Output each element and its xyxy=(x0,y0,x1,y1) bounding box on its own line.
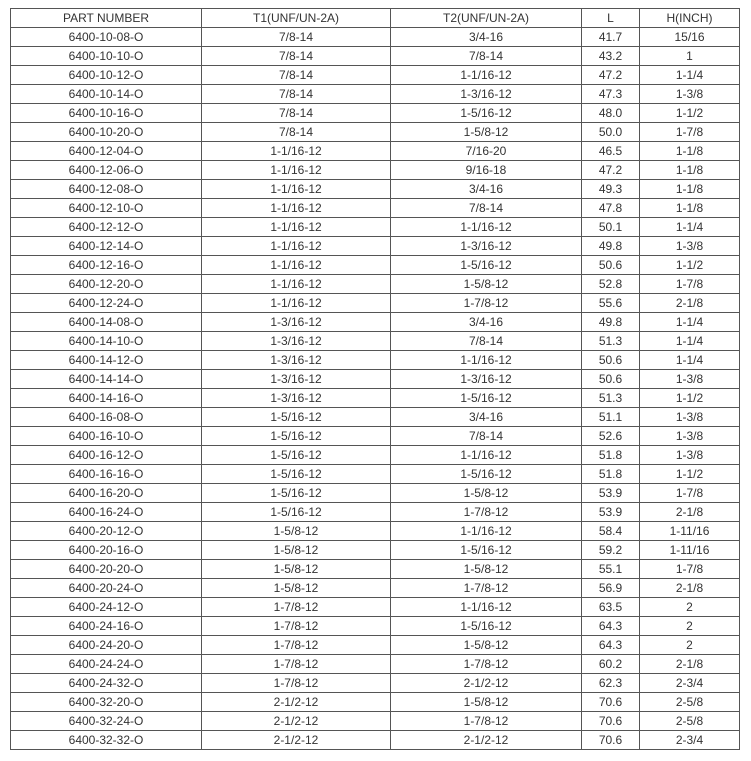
cell-t1: 7/8-14 xyxy=(202,28,391,47)
cell-t1: 1-5/16-12 xyxy=(202,408,391,427)
cell-part-number: 6400-32-20-O xyxy=(11,693,202,712)
cell-t1: 1-5/16-12 xyxy=(202,446,391,465)
cell-t1: 1-1/16-12 xyxy=(202,180,391,199)
cell-part-number: 6400-12-20-O xyxy=(11,275,202,294)
cell-part-number: 6400-12-16-O xyxy=(11,256,202,275)
cell-part-number: 6400-24-16-O xyxy=(11,617,202,636)
table-row xyxy=(11,370,740,389)
cell-t1: 7/8-14 xyxy=(202,47,391,66)
table-row xyxy=(11,389,740,408)
cell-h-inch: 2-5/8 xyxy=(640,712,740,731)
cell-h-inch: 1-1/8 xyxy=(640,142,740,161)
cell-t2: 3/4-16 xyxy=(391,408,582,427)
cell-t1: 7/8-14 xyxy=(202,85,391,104)
table-row xyxy=(11,655,740,674)
cell-h-inch: 1-3/8 xyxy=(640,408,740,427)
cell-t2: 1-5/16-12 xyxy=(391,256,582,275)
cell-t1: 1-7/8-12 xyxy=(202,655,391,674)
cell-t2: 3/4-16 xyxy=(391,180,582,199)
cell-part-number: 6400-14-16-O xyxy=(11,389,202,408)
header-part-number: PART NUMBER xyxy=(11,9,202,28)
cell-l: 52.8 xyxy=(582,275,640,294)
cell-part-number: 6400-14-08-O xyxy=(11,313,202,332)
cell-part-number: 6400-10-10-O xyxy=(11,47,202,66)
cell-h-inch: 1-1/8 xyxy=(640,199,740,218)
table-row xyxy=(11,123,740,142)
cell-l: 48.0 xyxy=(582,104,640,123)
cell-t2: 1-3/16-12 xyxy=(391,237,582,256)
cell-part-number: 6400-12-04-O xyxy=(11,142,202,161)
cell-part-number: 6400-16-20-O xyxy=(11,484,202,503)
table-row xyxy=(11,541,740,560)
cell-h-inch: 1-7/8 xyxy=(640,123,740,142)
cell-t2: 1-7/8-12 xyxy=(391,712,582,731)
table-row xyxy=(11,180,740,199)
cell-h-inch: 1-1/8 xyxy=(640,161,740,180)
cell-h-inch: 2-1/8 xyxy=(640,294,740,313)
cell-l: 41.7 xyxy=(582,28,640,47)
cell-l: 47.2 xyxy=(582,161,640,180)
cell-part-number: 6400-24-32-O xyxy=(11,674,202,693)
table-row xyxy=(11,579,740,598)
cell-t2: 1-5/16-12 xyxy=(391,617,582,636)
cell-t2: 1-1/16-12 xyxy=(391,351,582,370)
cell-part-number: 6400-12-08-O xyxy=(11,180,202,199)
cell-t1: 1-5/8-12 xyxy=(202,541,391,560)
cell-t2: 1-7/8-12 xyxy=(391,579,582,598)
cell-t1: 1-1/16-12 xyxy=(202,142,391,161)
cell-t1: 1-3/16-12 xyxy=(202,370,391,389)
table-row xyxy=(11,28,740,47)
table-body xyxy=(11,28,740,750)
cell-t1: 1-7/8-12 xyxy=(202,674,391,693)
cell-t1: 1-5/16-12 xyxy=(202,465,391,484)
cell-t2: 1-5/16-12 xyxy=(391,104,582,123)
cell-l: 47.3 xyxy=(582,85,640,104)
cell-t1: 1-5/16-12 xyxy=(202,484,391,503)
table-row xyxy=(11,142,740,161)
cell-t2: 7/8-14 xyxy=(391,332,582,351)
cell-h-inch: 1-11/16 xyxy=(640,522,740,541)
cell-t2: 1-5/8-12 xyxy=(391,636,582,655)
cell-h-inch: 1-7/8 xyxy=(640,560,740,579)
cell-h-inch: 1 xyxy=(640,47,740,66)
table-row xyxy=(11,161,740,180)
cell-t2: 1-1/16-12 xyxy=(391,598,582,617)
cell-t1: 1-7/8-12 xyxy=(202,598,391,617)
cell-t2: 7/16-20 xyxy=(391,142,582,161)
table-row xyxy=(11,332,740,351)
cell-t1: 2-1/2-12 xyxy=(202,731,391,750)
table-row xyxy=(11,446,740,465)
table-row xyxy=(11,636,740,655)
cell-l: 55.6 xyxy=(582,294,640,313)
cell-l: 49.8 xyxy=(582,237,640,256)
cell-h-inch: 1-7/8 xyxy=(640,275,740,294)
cell-t1: 1-3/16-12 xyxy=(202,313,391,332)
table-row xyxy=(11,218,740,237)
cell-part-number: 6400-20-12-O xyxy=(11,522,202,541)
cell-h-inch: 2-1/8 xyxy=(640,503,740,522)
cell-h-inch: 2 xyxy=(640,598,740,617)
table-row xyxy=(11,617,740,636)
cell-t2: 1-1/16-12 xyxy=(391,446,582,465)
table-row xyxy=(11,256,740,275)
cell-t1: 1-1/16-12 xyxy=(202,294,391,313)
cell-h-inch: 1-11/16 xyxy=(640,541,740,560)
cell-part-number: 6400-24-20-O xyxy=(11,636,202,655)
cell-l: 56.9 xyxy=(582,579,640,598)
cell-l: 47.8 xyxy=(582,199,640,218)
cell-t2: 1-7/8-12 xyxy=(391,294,582,313)
cell-t1: 7/8-14 xyxy=(202,104,391,123)
cell-l: 50.6 xyxy=(582,256,640,275)
cell-l: 64.3 xyxy=(582,636,640,655)
cell-h-inch: 15/16 xyxy=(640,28,740,47)
cell-l: 49.3 xyxy=(582,180,640,199)
cell-l: 47.2 xyxy=(582,66,640,85)
cell-l: 70.6 xyxy=(582,712,640,731)
cell-part-number: 6400-14-12-O xyxy=(11,351,202,370)
cell-l: 70.6 xyxy=(582,693,640,712)
table-row xyxy=(11,693,740,712)
cell-h-inch: 2-1/8 xyxy=(640,579,740,598)
cell-t2: 1-1/16-12 xyxy=(391,522,582,541)
cell-t2: 1-5/8-12 xyxy=(391,693,582,712)
cell-l: 58.4 xyxy=(582,522,640,541)
table-row xyxy=(11,199,740,218)
cell-t2: 1-5/16-12 xyxy=(391,389,582,408)
table-header-row xyxy=(11,9,740,28)
table-row xyxy=(11,351,740,370)
cell-part-number: 6400-10-14-O xyxy=(11,85,202,104)
cell-t1: 1-3/16-12 xyxy=(202,351,391,370)
table-row xyxy=(11,674,740,693)
cell-l: 51.8 xyxy=(582,465,640,484)
cell-t2: 3/4-16 xyxy=(391,28,582,47)
cell-l: 64.3 xyxy=(582,617,640,636)
cell-t2: 2-1/2-12 xyxy=(391,731,582,750)
cell-part-number: 6400-12-10-O xyxy=(11,199,202,218)
table-row xyxy=(11,47,740,66)
table-row xyxy=(11,275,740,294)
cell-t1: 1-5/8-12 xyxy=(202,522,391,541)
cell-l: 51.8 xyxy=(582,446,640,465)
cell-part-number: 6400-10-12-O xyxy=(11,66,202,85)
cell-l: 70.6 xyxy=(582,731,640,750)
cell-part-number: 6400-16-24-O xyxy=(11,503,202,522)
cell-t1: 1-5/16-12 xyxy=(202,427,391,446)
cell-h-inch: 1-7/8 xyxy=(640,484,740,503)
cell-t2: 7/8-14 xyxy=(391,427,582,446)
cell-h-inch: 2 xyxy=(640,617,740,636)
cell-l: 60.2 xyxy=(582,655,640,674)
cell-l: 51.3 xyxy=(582,332,640,351)
cell-l: 51.3 xyxy=(582,389,640,408)
cell-h-inch: 1-3/8 xyxy=(640,446,740,465)
cell-l: 52.6 xyxy=(582,427,640,446)
cell-l: 59.2 xyxy=(582,541,640,560)
table-row xyxy=(11,465,740,484)
cell-part-number: 6400-32-24-O xyxy=(11,712,202,731)
part-spec-table xyxy=(10,8,740,750)
header-h-inch: H(INCH) xyxy=(640,9,740,28)
table-row xyxy=(11,731,740,750)
cell-l: 55.1 xyxy=(582,560,640,579)
cell-h-inch: 1-3/8 xyxy=(640,237,740,256)
cell-t2: 1-3/16-12 xyxy=(391,370,582,389)
cell-t1: 1-1/16-12 xyxy=(202,161,391,180)
cell-t1: 1-5/16-12 xyxy=(202,503,391,522)
table-row xyxy=(11,85,740,104)
cell-part-number: 6400-16-16-O xyxy=(11,465,202,484)
cell-h-inch: 2 xyxy=(640,636,740,655)
cell-h-inch: 1-1/4 xyxy=(640,218,740,237)
cell-part-number: 6400-24-24-O xyxy=(11,655,202,674)
cell-l: 50.6 xyxy=(582,351,640,370)
cell-t1: 1-1/16-12 xyxy=(202,237,391,256)
cell-t2: 2-1/2-12 xyxy=(391,674,582,693)
cell-t1: 1-1/16-12 xyxy=(202,218,391,237)
cell-h-inch: 1-1/2 xyxy=(640,104,740,123)
cell-part-number: 6400-24-12-O xyxy=(11,598,202,617)
header-t2: T2(UNF/UN-2A) xyxy=(391,9,582,28)
cell-part-number: 6400-10-16-O xyxy=(11,104,202,123)
cell-t2: 9/16-18 xyxy=(391,161,582,180)
cell-t1: 2-1/2-12 xyxy=(202,693,391,712)
cell-t2: 1-7/8-12 xyxy=(391,655,582,674)
cell-part-number: 6400-14-10-O xyxy=(11,332,202,351)
cell-l: 63.5 xyxy=(582,598,640,617)
table-row xyxy=(11,408,740,427)
cell-t1: 1-5/8-12 xyxy=(202,560,391,579)
cell-t2: 1-1/16-12 xyxy=(391,218,582,237)
cell-h-inch: 2-5/8 xyxy=(640,693,740,712)
cell-t2: 3/4-16 xyxy=(391,313,582,332)
table-row xyxy=(11,598,740,617)
cell-t1: 1-7/8-12 xyxy=(202,636,391,655)
cell-t1: 1-5/8-12 xyxy=(202,579,391,598)
cell-t2: 1-5/16-12 xyxy=(391,465,582,484)
cell-t2: 1-5/8-12 xyxy=(391,560,582,579)
cell-part-number: 6400-16-10-O xyxy=(11,427,202,446)
cell-l: 49.8 xyxy=(582,313,640,332)
cell-l: 51.1 xyxy=(582,408,640,427)
table-row xyxy=(11,484,740,503)
cell-l: 53.9 xyxy=(582,484,640,503)
cell-h-inch: 1-3/8 xyxy=(640,427,740,446)
cell-h-inch: 1-3/8 xyxy=(640,85,740,104)
cell-part-number: 6400-16-08-O xyxy=(11,408,202,427)
cell-t1: 2-1/2-12 xyxy=(202,712,391,731)
cell-t2: 1-3/16-12 xyxy=(391,85,582,104)
table-row xyxy=(11,237,740,256)
cell-t2: 7/8-14 xyxy=(391,47,582,66)
table-row xyxy=(11,560,740,579)
cell-h-inch: 1-1/4 xyxy=(640,332,740,351)
cell-h-inch: 1-1/2 xyxy=(640,256,740,275)
cell-h-inch: 2-1/8 xyxy=(640,655,740,674)
table-row xyxy=(11,313,740,332)
cell-part-number: 6400-20-16-O xyxy=(11,541,202,560)
cell-t2: 1-5/8-12 xyxy=(391,275,582,294)
table-row xyxy=(11,104,740,123)
cell-h-inch: 1-1/4 xyxy=(640,66,740,85)
cell-l: 50.1 xyxy=(582,218,640,237)
cell-t2: 7/8-14 xyxy=(391,199,582,218)
cell-h-inch: 1-1/2 xyxy=(640,389,740,408)
cell-part-number: 6400-20-20-O xyxy=(11,560,202,579)
cell-part-number: 6400-16-12-O xyxy=(11,446,202,465)
header-l: L xyxy=(582,9,640,28)
cell-h-inch: 1-1/8 xyxy=(640,180,740,199)
cell-l: 62.3 xyxy=(582,674,640,693)
table-row xyxy=(11,522,740,541)
cell-t2: 1-5/8-12 xyxy=(391,484,582,503)
cell-part-number: 6400-12-12-O xyxy=(11,218,202,237)
table-row xyxy=(11,427,740,446)
cell-l: 50.6 xyxy=(582,370,640,389)
cell-l: 53.9 xyxy=(582,503,640,522)
cell-part-number: 6400-20-24-O xyxy=(11,579,202,598)
cell-h-inch: 1-1/4 xyxy=(640,313,740,332)
cell-t2: 1-7/8-12 xyxy=(391,503,582,522)
cell-t2: 1-5/8-12 xyxy=(391,123,582,142)
cell-part-number: 6400-12-24-O xyxy=(11,294,202,313)
cell-t1: 1-1/16-12 xyxy=(202,275,391,294)
cell-part-number: 6400-14-14-O xyxy=(11,370,202,389)
cell-l: 50.0 xyxy=(582,123,640,142)
cell-part-number: 6400-12-06-O xyxy=(11,161,202,180)
cell-t1: 1-7/8-12 xyxy=(202,617,391,636)
cell-t1: 1-1/16-12 xyxy=(202,256,391,275)
spec-table-container xyxy=(10,8,739,750)
cell-h-inch: 1-1/2 xyxy=(640,465,740,484)
cell-part-number: 6400-10-20-O xyxy=(11,123,202,142)
cell-part-number: 6400-10-08-O xyxy=(11,28,202,47)
table-row xyxy=(11,66,740,85)
cell-h-inch: 2-3/4 xyxy=(640,731,740,750)
cell-h-inch: 1-1/4 xyxy=(640,351,740,370)
table-row xyxy=(11,294,740,313)
cell-t1: 1-3/16-12 xyxy=(202,389,391,408)
cell-part-number: 6400-32-32-O xyxy=(11,731,202,750)
cell-t1: 7/8-14 xyxy=(202,123,391,142)
header-t1: T1(UNF/UN-2A) xyxy=(202,9,391,28)
cell-t2: 1-1/16-12 xyxy=(391,66,582,85)
table-row xyxy=(11,503,740,522)
cell-h-inch: 1-3/8 xyxy=(640,370,740,389)
cell-l: 46.5 xyxy=(582,142,640,161)
cell-part-number: 6400-12-14-O xyxy=(11,237,202,256)
cell-l: 43.2 xyxy=(582,47,640,66)
table-row xyxy=(11,712,740,731)
cell-t1: 7/8-14 xyxy=(202,66,391,85)
cell-t1: 1-3/16-12 xyxy=(202,332,391,351)
cell-t1: 1-1/16-12 xyxy=(202,199,391,218)
cell-h-inch: 2-3/4 xyxy=(640,674,740,693)
cell-t2: 1-5/16-12 xyxy=(391,541,582,560)
